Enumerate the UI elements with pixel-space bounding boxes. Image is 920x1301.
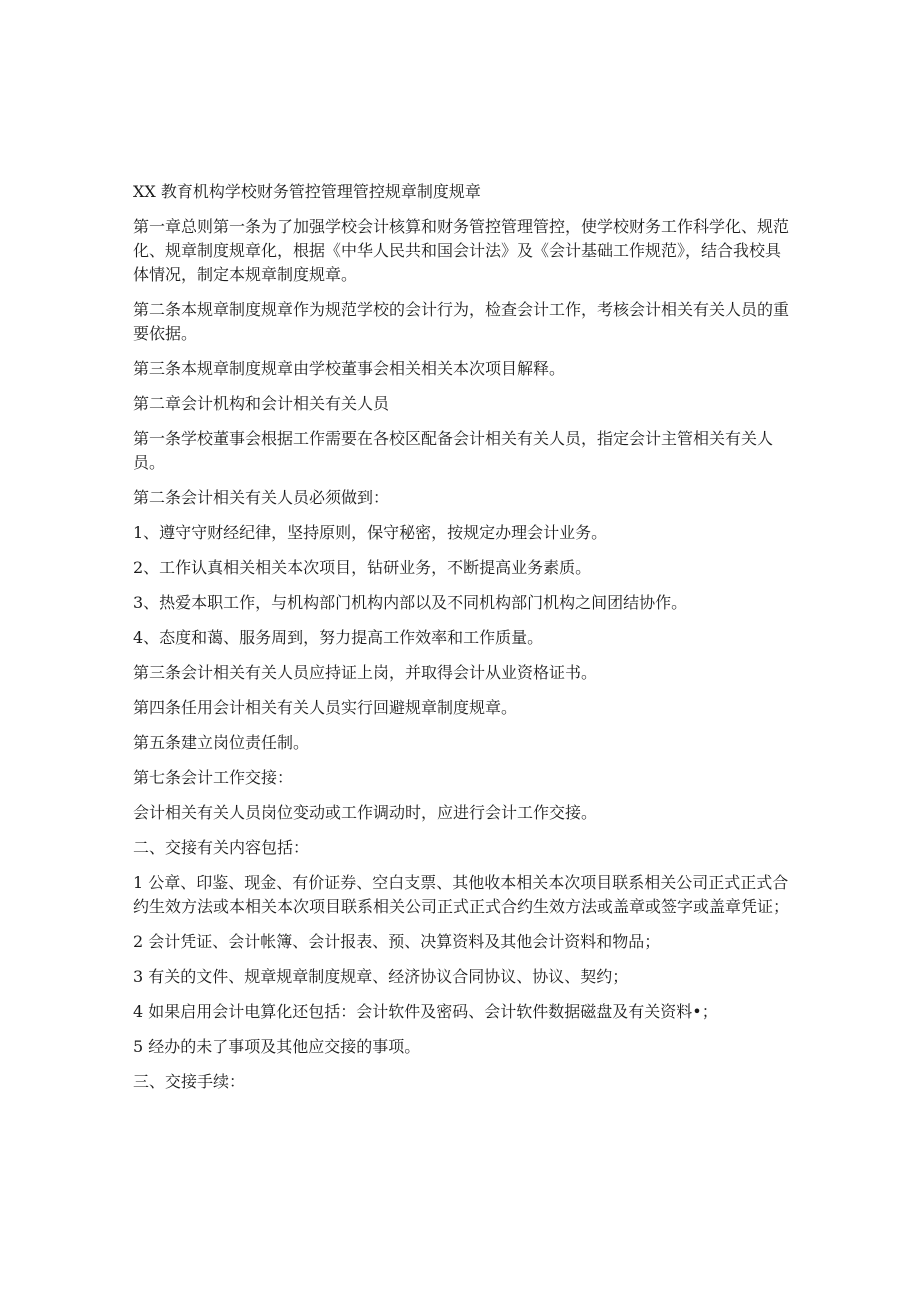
paragraph-handover-intro: 会计相关有关人员岗位变动或工作调动时，应进行会计工作交接。 <box>133 803 598 822</box>
chapter2-heading: 第二章会计机构和会计相关有关人员 <box>133 394 390 413</box>
handover-item-2: 2 会计凭证、会计帐簿、会计报表、预、决算资料及其他会计资料和物品； <box>133 932 661 951</box>
paragraph-article2: 第二条本规章制度规章作为规范学校的会计行为，检查会计工作，考核会计相关有关人员的重要依据。 <box>133 300 790 343</box>
paragraph-article3: 第三条本规章制度规章由学校董事会相关相关本次项目解释。 <box>133 359 566 378</box>
list-item-1: 1、遵守守财经纪律，坚持原则，保守秘密，按规定办理会计业务。 <box>133 523 608 542</box>
paragraph-ch2-article7: 第七条会计工作交接： <box>133 768 294 787</box>
list-item-4: 4、态度和蔼、服务周到，努力提高工作效率和工作质量。 <box>133 628 544 647</box>
section-handover-procedures: 三、交接手续： <box>133 1072 246 1091</box>
paragraph-ch2-article4: 第四条任用会计相关有关人员实行回避规章制度规章。 <box>133 698 518 717</box>
section-handover-content: 二、交接有关内容包括： <box>133 838 310 857</box>
document-title: XX 教育机构学校财务管控管理管控规章制度规章 <box>133 182 481 201</box>
handover-item-3: 3 有关的文件、规章规章制度规章、经济协议合同协议、协议、契约； <box>133 967 629 986</box>
handover-item-1: 1 公章、印鉴、现金、有价证券、空白支票、其他收本相关本次项目联系相关公司正式正式合约生效方法或本相关本次项目联系相关公司正式正式合约生效方法或盖章或签字或盖章凭证； <box>133 873 790 916</box>
paragraph-ch2-article2: 第二条会计相关有关人员必须做到： <box>133 488 390 507</box>
list-item-2: 2、工作认真相关相关本次项目，钻研业务，不断提高业务素质。 <box>133 558 592 577</box>
handover-item-4: 4 如果启用会计电算化还包括：会计软件及密码、会计软件数据磁盘及有关资料•； <box>133 1002 718 1021</box>
handover-item-5: 5 经办的未了事项及其他应交接的事项。 <box>133 1037 421 1056</box>
paragraph-chapter1-article1: 第一章总则第一条为了加强学校会计核算和财务管控管理管控，使学校财务工作科学化、规范化、规章制度规章化，根据《中华人民共和国会计法》及《会计基础工作规范》，结合我校具体情况，制定本规章制度规章。 <box>133 217 790 284</box>
paragraph-ch2-article5: 第五条建立岗位责任制。 <box>133 733 310 752</box>
list-item-3: 3、热爱本职工作，与机构部门机构内部以及不同机构部门机构之间团结协作。 <box>133 593 688 612</box>
paragraph-ch2-article3: 第三条会计相关有关人员应持证上岗，并取得会计从业资格证书。 <box>133 663 598 682</box>
document-page <box>133 180 793 1105</box>
paragraph-ch2-article1: 第一条学校董事会根据工作需要在各校区配备会计相关有关人员，指定会计主管相关有关人员。 <box>133 429 774 472</box>
